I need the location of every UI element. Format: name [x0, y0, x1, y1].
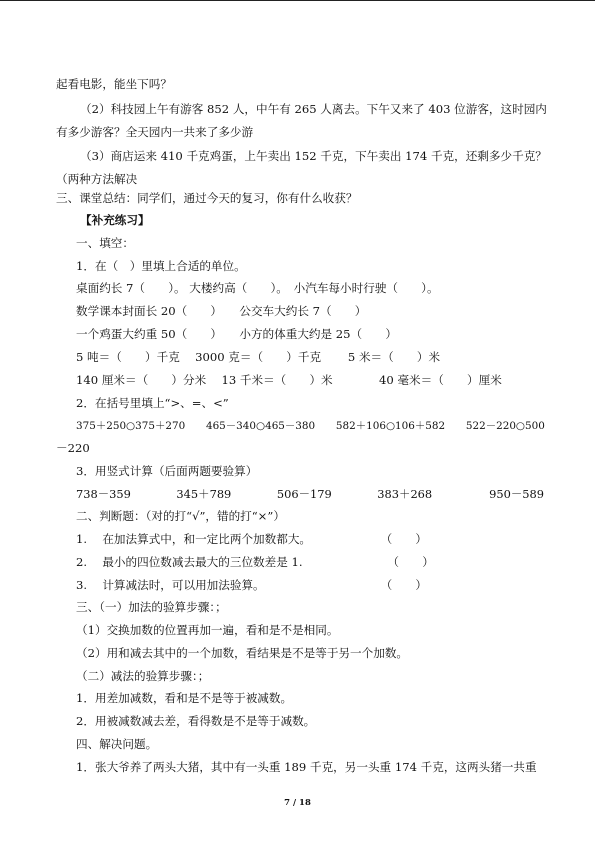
- text-line: 1．张大爷养了两头大猪，其中有一头重 189 千克，另一头重 174 千克，这两头猪一共重: [76, 760, 537, 774]
- text-line: （两种方法解决: [56, 172, 138, 186]
- section-heading: 三、（一）加法的验算步骤：；: [76, 600, 227, 614]
- text-line: －220: [56, 441, 90, 455]
- page-number: 7 / 18: [284, 798, 311, 808]
- text-line: 桌面约长 7（ ）。 大楼约高（ ）。 小汽车每小时行驶（ ）。: [76, 281, 439, 295]
- section-heading: 【补充练习】: [80, 213, 150, 227]
- text-line: 2．用被减数减去差，看得数是不是等于减数。: [76, 714, 316, 728]
- text-line: 2．在括号里填上“>、=、<”: [76, 396, 229, 410]
- text-line: （1）交换加数的位置再加一遍，看和是不是相同。: [76, 623, 339, 637]
- text-line: 数学课本封面长 20（ ） 公交车大约长 7（ ）: [76, 304, 367, 318]
- text-line: 一个鸡蛋大约重 50（ ） 小方的体重大约是 25（ ）: [76, 327, 397, 341]
- text-line: 2. 最小的四位数减去最大的三位数差是 1. （ ）: [76, 555, 434, 569]
- text-line: 3. 计算减法时，可以用加法验算。 （ ）: [76, 578, 427, 592]
- section-heading: 三、课堂总结：同学们，通过今天的复习，你有什么收获？: [56, 191, 358, 205]
- text-line: 1. 在加法算式中，和一定比两个加数都大。 （ ）: [76, 532, 427, 546]
- text-line: 有多少游客？全天园内一共来了多少游: [56, 125, 254, 139]
- text-line: 3．用竖式计算（后面两题要验算）: [76, 464, 258, 478]
- text-line: 140 厘米＝（ ）分米 13 千米＝（ ）米 40 毫米＝（ ）厘米: [76, 373, 502, 387]
- text-line: （3）商店运来 410 千克鸡蛋，上午卖出 152 千克，下午卖出 174 千克，还剩多少千克？: [80, 149, 547, 163]
- text-line: 起看电影，能坐下吗？: [56, 77, 172, 91]
- text-line: （2）科技园上午有游客 852 人，中午有 265 人离去。下午又来了 403 位游客，这时园内: [80, 102, 547, 116]
- section-heading: 一、填空：: [76, 236, 134, 250]
- text-line: 1．在（ ）里填上合适的单位。: [76, 259, 246, 273]
- section-heading: 四、解决问题。: [76, 737, 158, 751]
- text-line: 5 吨＝（ ）千克 3000 克＝（ ）千克 5 米＝（ ）米: [76, 350, 441, 364]
- text-line: 375＋250○375＋270 465－340○465－380 582＋106○106＋582 522－220○500: [76, 420, 545, 432]
- text-line: 1．用差加减数，看和是不是等于被减数。: [76, 691, 293, 705]
- section-heading: 二、判断题：（对的打“√”，错的打“×”）: [76, 509, 285, 523]
- text-line: 738－359 345＋789 506－179 383＋268 950－589: [76, 487, 545, 501]
- text-line: （2）用和减去其中的一个加数，看结果是不是等于另一个加数。: [76, 646, 409, 660]
- section-heading: （二）减法的验算步骤：；: [76, 669, 210, 683]
